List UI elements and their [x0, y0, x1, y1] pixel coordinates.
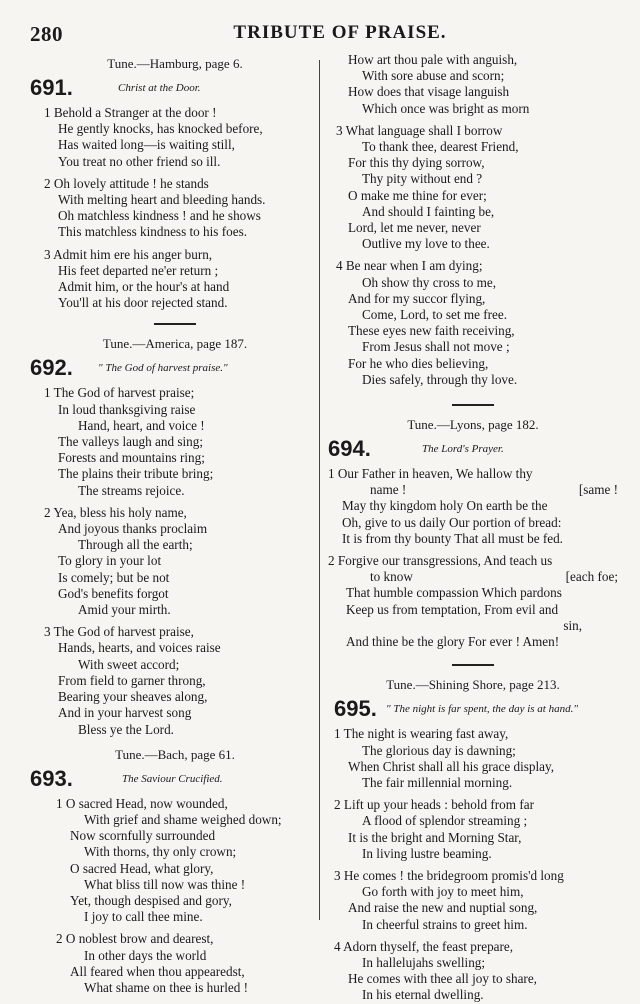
hymn-heading [30, 766, 320, 794]
verse [30, 796, 320, 926]
verse-line: Now scornfully surrounded [70, 828, 216, 844]
verse-line: Lord, let me never, never [348, 220, 481, 236]
right-column [328, 52, 618, 1003]
section-rule [154, 323, 196, 325]
verse-line: Go forth with joy to meet him, [362, 884, 524, 900]
verse-line: 1 O sacred Head, now wounded, [56, 795, 228, 811]
verse-line: 2 Yea, bless his holy name, [44, 504, 187, 520]
verse-line: Oh matchless kindness ! and he shows [58, 208, 261, 224]
tune-line: Tune.—Bach, page 61. [115, 746, 235, 762]
verse-line: 2 Lift up your heads : behold from far [334, 797, 534, 813]
verse-line: With sweet accord; [78, 656, 180, 672]
hymn-number: 691. [30, 75, 73, 100]
verse-line: With sore abuse and scorn; [362, 68, 505, 84]
verse-line: In loud thanksgiving raise [58, 401, 196, 417]
hymn-number: 695. [334, 696, 377, 722]
verse-line: What bliss till now was thine ! [84, 876, 246, 892]
hymn-heading [328, 436, 618, 464]
verse-line: sin, [563, 617, 582, 633]
verse [328, 258, 618, 388]
verse-line: In other days the world [84, 947, 207, 963]
verse-line: Has waited long—is waiting still, [58, 137, 235, 153]
verse-line: The plains their tribute bring; [58, 466, 214, 482]
verse-line: name ! [370, 482, 407, 498]
verse [328, 726, 618, 791]
verse [328, 939, 618, 1004]
verse-line: He comes with thee all joy to share, [348, 971, 537, 987]
verse-line: 1 Our Father in heaven, We hallow thy [328, 466, 533, 482]
hymn-subtitle: The Lord's Prayer. [422, 443, 504, 456]
verse-line: And thine be the glory For ever ! Amen! [346, 634, 560, 650]
verse-line: Oh, give to us daily Our portion of bread: [342, 514, 562, 530]
verse-line: In living lustre beaming. [362, 845, 492, 861]
hymn-number: 694. [328, 436, 371, 462]
verse-line: And raise the new and nuptial song, [348, 900, 538, 916]
verse-line: He gently knocks, has knocked before, [58, 121, 263, 137]
verse-line: For he who dies believing, [348, 355, 489, 371]
hymn-subtitle: Christ at the Door. [118, 82, 201, 94]
verse-line: Which once was bright as morn [362, 100, 530, 116]
verse [30, 247, 320, 312]
tune-line: Tune.—Shining Shore, page 213. [386, 677, 560, 693]
verse-line: 1 Behold a Stranger at the door ! [44, 105, 217, 120]
verse-line: These eyes new faith receiving, [348, 323, 515, 339]
verse-line: In hallelujahs swelling; [362, 954, 486, 970]
verse-line: May thy kingdom holy On earth be the [342, 498, 548, 514]
hymn-heading [328, 696, 618, 724]
verse-line: To glory in your lot [58, 553, 162, 569]
hymn-subtitle: The Saviour Crucified. [122, 772, 223, 785]
verse-line: Oh show thy cross to me, [362, 274, 497, 290]
verse-line: Through all the earth; [78, 537, 193, 553]
verse-line: This matchless kindness to his foes. [58, 224, 248, 240]
verse-line: 3 The God of harvest praise, [44, 624, 194, 640]
verse-line: 1 The God of harvest praise; [44, 385, 195, 401]
section-rule [452, 664, 494, 666]
verse-line: O make me thine for ever; [348, 187, 487, 203]
verse-line: 1 The night is wearing fast away, [334, 726, 509, 742]
verse-line: 4 Be near when I am dying; [336, 258, 483, 274]
verse-line: His feet departed ne'er return ; [58, 262, 219, 278]
verse-line: Hands, hearts, and voices raise [58, 640, 221, 656]
verse [30, 385, 320, 498]
verse-line: 4 Adorn thyself, the feast prepare, [334, 938, 514, 954]
verse-line: And in your harvest song [58, 705, 192, 721]
tune-line: Tune.—Lyons, page 182. [407, 417, 539, 433]
verse-line: In cheerful strains to greet him. [362, 916, 528, 932]
tune-line: Tune.—America, page 187. [102, 336, 248, 352]
verse-line: Admit him, or the hour's at hand [58, 279, 230, 295]
verse-line: A flood of splendor streaming ; [362, 813, 528, 829]
verse [328, 868, 618, 933]
verse-line: Outlive my love to thee. [362, 236, 490, 252]
hymn-number: 692. [30, 355, 73, 381]
left-column [30, 55, 320, 995]
verse [30, 624, 320, 737]
verse-line: Bless ye the Lord. [78, 721, 174, 737]
running-title: TRIBUTE OF PRAISE. [233, 22, 447, 43]
verse-line: 2 Oh lovely attitude ! he stands [44, 175, 209, 191]
verse-line: You treat no other friend so ill. [58, 153, 221, 169]
verse-line: I joy to call thee mine. [84, 909, 203, 925]
verse-line: From field to garner throng, [58, 672, 206, 688]
page-number: 280 [30, 22, 63, 46]
verse-line: God's benefits forgot [58, 585, 169, 601]
verse-line: That humble compassion Which pardons [346, 585, 562, 601]
verse-line: Yet, though despised and gory, [70, 892, 232, 908]
verse-line: Come, Lord, to set me free. [362, 307, 508, 323]
section-rule [452, 404, 494, 406]
verse-line: Is comely; but be not [58, 569, 170, 585]
verse-line: Forests and mountains ring; [58, 450, 205, 466]
verse-line-split [328, 569, 618, 585]
verse [328, 466, 618, 547]
hymn-heading [30, 75, 320, 103]
verse-line: The glorious day is dawning; [362, 742, 516, 758]
verse-line: O sacred Head, what glory, [70, 860, 214, 876]
verse-line: For this thy dying sorrow, [348, 155, 485, 171]
verse-line-split [328, 482, 618, 498]
verse [328, 52, 618, 117]
verse-line: Hand, heart, and voice ! [78, 417, 205, 433]
verse [328, 797, 618, 862]
verse-line: In his eternal dwelling. [362, 987, 484, 1003]
verse-line: The streams rejoice. [78, 482, 185, 498]
verse-line: All feared when thou appearedst, [70, 963, 245, 979]
verse-line: 2 O noblest brow and dearest, [56, 931, 214, 947]
verse-line: And joyous thanks proclaim [58, 521, 208, 537]
verse-line: 3 He comes ! the bridegroom promis'd long [334, 867, 564, 883]
verse-line: To thank thee, dearest Friend, [362, 139, 519, 155]
verse-line: It is the bright and Morning Star, [348, 829, 522, 845]
verse-line: Keep us from temptation, From evil and [346, 601, 559, 617]
hymn-heading [30, 355, 320, 383]
verse-line: When Christ shall all his grace display, [348, 758, 555, 774]
verse-line: [each foe; [565, 569, 618, 585]
verse-line: Dies safely, through thy love. [362, 371, 518, 387]
verse [30, 176, 320, 241]
verse-line: 2 Forgive our transgressions, And teach us [328, 553, 553, 569]
verse-line: You'll at his door rejected stand. [58, 295, 228, 311]
verse-line: With thorns, thy only crown; [84, 844, 237, 860]
verse [30, 505, 320, 618]
verse-line: to know [370, 569, 413, 585]
verse-line: And for my succor flying, [348, 290, 486, 306]
verse-line: How does that visage languish [348, 84, 510, 100]
page-header [0, 22, 640, 46]
verse [30, 105, 320, 170]
verse-line: Bearing your sheaves along, [58, 689, 208, 705]
verse-line: From Jesus shall not move ; [362, 339, 510, 355]
verse-line: [same ! [578, 482, 618, 498]
verse-line: It is from thy bounty That all must be fed. [342, 530, 563, 546]
verse-line: The fair millennial morning. [362, 774, 513, 790]
verse-line: With grief and shame weighed down; [84, 811, 282, 827]
hymn-number: 693. [30, 765, 73, 791]
verse-line: The valleys laugh and sing; [58, 434, 204, 450]
verse-line: 3 What language shall I borrow [336, 122, 503, 138]
verse [328, 123, 618, 253]
tune-line: Tune.—Hamburg, page 6. [107, 56, 243, 71]
verse-line: Amid your mirth. [78, 602, 171, 618]
hymn-subtitle: " The God of harvest praise." [98, 362, 228, 375]
verse-line: 3 Admit him ere his anger burn, [44, 246, 213, 262]
verse [328, 553, 618, 650]
verse-line: Thy pity without end ? [362, 171, 483, 187]
verse-line: And should I fainting be, [362, 203, 495, 219]
verse-line: What shame on thee is hurled ! [84, 979, 249, 995]
verse [30, 931, 320, 996]
verse-line: With melting heart and bleeding hands. [58, 192, 266, 208]
hymn-subtitle: " The night is far spent, the day is at hand." [386, 703, 578, 716]
verse-line: How art thou pale with anguish, [348, 52, 518, 67]
